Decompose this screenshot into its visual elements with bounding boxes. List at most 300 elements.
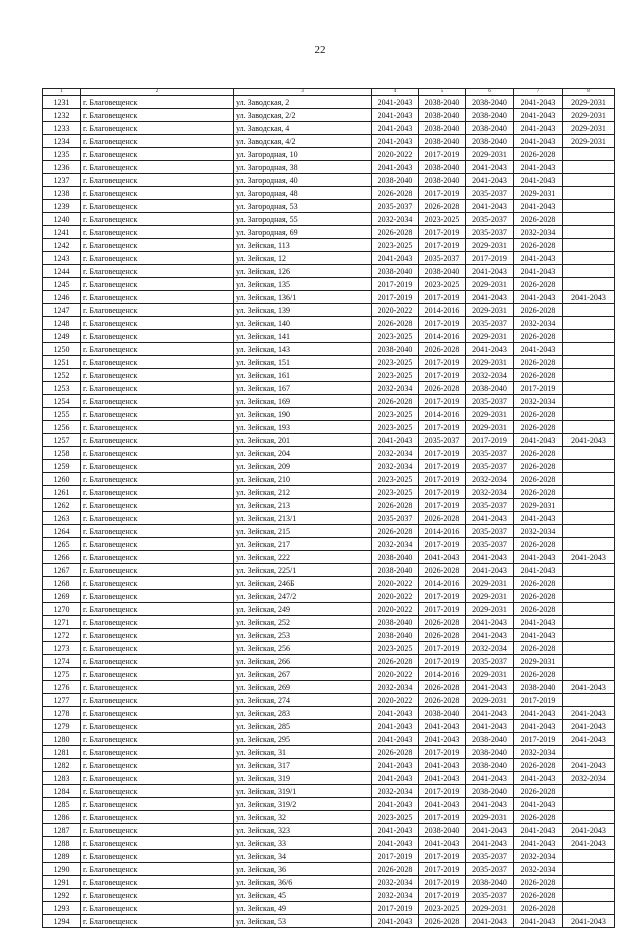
address-cell: ул. Зейская, 193 <box>234 421 372 434</box>
city-cell: г. Благовещенск <box>81 629 234 642</box>
period-cell-5: 2014-2016 <box>419 304 466 317</box>
table-row <box>43 343 615 356</box>
table-row <box>43 811 615 824</box>
address-cell: ул. Зейская, 249 <box>234 603 372 616</box>
row-number: 1254 <box>43 395 81 408</box>
table-row <box>43 499 615 512</box>
period-cell-6: 2017-2019 <box>466 434 514 447</box>
table-row <box>43 421 615 434</box>
period-cell-6: 2029-2031 <box>466 603 514 616</box>
table-row <box>43 889 615 902</box>
period-cell-6: 2029-2031 <box>466 668 514 681</box>
row-number: 1262 <box>43 499 81 512</box>
period-cell-5: 2038-2040 <box>419 161 466 174</box>
period-cell-6: 2038-2040 <box>466 746 514 759</box>
period-cell-7: 2029-2031 <box>514 499 563 512</box>
address-cell: ул. Зейская, 36/6 <box>234 876 372 889</box>
period-cell-6: 2035-2037 <box>466 187 514 200</box>
table-row <box>43 694 615 707</box>
table-row <box>43 330 615 343</box>
period-cell-4: 2017-2019 <box>372 291 419 304</box>
city-cell: г. Благовещенск <box>81 174 234 187</box>
period-cell-6: 2041-2043 <box>466 174 514 187</box>
period-cell-5: 2026-2028 <box>419 915 466 928</box>
period-cell-5: 2026-2028 <box>419 200 466 213</box>
period-cell-7: 2026-2028 <box>514 668 563 681</box>
period-cell-6: 2041-2043 <box>466 512 514 525</box>
period-cell-4: 2041-2043 <box>372 772 419 785</box>
period-cell-6: 2038-2040 <box>466 96 514 109</box>
period-cell-5: 2017-2019 <box>419 746 466 759</box>
period-cell-7: 2032-2034 <box>514 525 563 538</box>
period-cell-4: 2032-2034 <box>372 382 419 395</box>
city-cell: г. Благовещенск <box>81 564 234 577</box>
city-cell: г. Благовещенск <box>81 239 234 252</box>
period-cell-4: 2020-2022 <box>372 694 419 707</box>
address-cell: ул. Зейская, 253 <box>234 629 372 642</box>
period-cell-7: 2026-2028 <box>514 278 563 291</box>
period-cell-5: 2035-2037 <box>419 434 466 447</box>
row-number: 1245 <box>43 278 81 291</box>
period-cell-7: 2026-2028 <box>514 408 563 421</box>
city-cell: г. Благовещенск <box>81 733 234 746</box>
period-cell-4: 2020-2022 <box>372 148 419 161</box>
period-cell-4: 2023-2025 <box>372 369 419 382</box>
table-row <box>43 720 615 733</box>
period-cell-5: 2017-2019 <box>419 356 466 369</box>
period-cell-8 <box>563 655 615 668</box>
address-cell: ул. Зейская, 217 <box>234 538 372 551</box>
address-cell: ул. Зейская, 190 <box>234 408 372 421</box>
period-cell-6: 2029-2031 <box>466 356 514 369</box>
period-cell-8: 2029-2031 <box>563 109 615 122</box>
table-row <box>43 213 615 226</box>
table-row <box>43 395 615 408</box>
period-cell-6: 2041-2043 <box>466 265 514 278</box>
row-number: 1275 <box>43 668 81 681</box>
table-row <box>43 265 615 278</box>
period-cell-5: 2041-2043 <box>419 772 466 785</box>
table-row <box>43 174 615 187</box>
period-cell-4: 2041-2043 <box>372 824 419 837</box>
period-cell-7: 2041-2043 <box>514 772 563 785</box>
city-cell: г. Благовещенск <box>81 213 234 226</box>
period-cell-8 <box>563 668 615 681</box>
table-row <box>43 850 615 863</box>
period-cell-5: 2026-2028 <box>419 512 466 525</box>
period-cell-5: 2041-2043 <box>419 837 466 850</box>
row-number: 1257 <box>43 434 81 447</box>
period-cell-4: 2026-2028 <box>372 187 419 200</box>
address-cell: ул. Зейская, 151 <box>234 356 372 369</box>
period-cell-7: 2041-2043 <box>514 629 563 642</box>
address-cell: ул. Зейская, 126 <box>234 265 372 278</box>
address-cell: ул. Зейская, 283 <box>234 707 372 720</box>
city-cell: г. Благовещенск <box>81 720 234 733</box>
period-cell-5: 2017-2019 <box>419 239 466 252</box>
address-cell: ул. Зейская, 295 <box>234 733 372 746</box>
table-row <box>43 655 615 668</box>
period-cell-7: 2029-2031 <box>514 187 563 200</box>
address-cell: ул. Зейская, 135 <box>234 278 372 291</box>
period-cell-8 <box>563 590 615 603</box>
row-number: 1280 <box>43 733 81 746</box>
period-cell-8 <box>563 174 615 187</box>
period-cell-7: 2038-2040 <box>514 681 563 694</box>
table-row <box>43 226 615 239</box>
table-row <box>43 759 615 772</box>
row-number: 1233 <box>43 122 81 135</box>
address-cell: ул. Зейская, 222 <box>234 551 372 564</box>
row-number: 1282 <box>43 759 81 772</box>
table-row <box>43 642 615 655</box>
city-cell: г. Благовещенск <box>81 200 234 213</box>
period-cell-8: 2041-2043 <box>563 720 615 733</box>
table-row <box>43 486 615 499</box>
period-cell-4: 2017-2019 <box>372 850 419 863</box>
row-number: 1278 <box>43 707 81 720</box>
period-cell-8: 2041-2043 <box>563 291 615 304</box>
registry-table <box>42 88 615 928</box>
period-cell-5: 2038-2040 <box>419 122 466 135</box>
period-cell-6: 2029-2031 <box>466 421 514 434</box>
period-cell-8 <box>563 564 615 577</box>
table-row <box>43 512 615 525</box>
period-cell-7: 2041-2043 <box>514 174 563 187</box>
address-cell: ул. Зейская, 319/1 <box>234 785 372 798</box>
period-cell-6: 2041-2043 <box>466 343 514 356</box>
table-row <box>43 785 615 798</box>
city-cell: г. Благовещенск <box>81 512 234 525</box>
period-cell-6: 2029-2031 <box>466 902 514 915</box>
period-cell-7: 2041-2043 <box>514 798 563 811</box>
column-number-header-row <box>43 89 615 96</box>
address-cell: ул. Зейская, 256 <box>234 642 372 655</box>
address-cell: ул. Зейская, 266 <box>234 655 372 668</box>
period-cell-8 <box>563 512 615 525</box>
period-cell-6: 2041-2043 <box>466 720 514 733</box>
period-cell-7: 2017-2019 <box>514 382 563 395</box>
period-cell-4: 2020-2022 <box>372 668 419 681</box>
city-cell: г. Благовещенск <box>81 694 234 707</box>
period-cell-4: 2026-2028 <box>372 655 419 668</box>
period-cell-4: 2026-2028 <box>372 226 419 239</box>
period-cell-6: 2038-2040 <box>466 785 514 798</box>
period-cell-5: 2038-2040 <box>419 174 466 187</box>
city-cell: г. Благовещенск <box>81 863 234 876</box>
period-cell-4: 2038-2040 <box>372 629 419 642</box>
period-cell-4: 2041-2043 <box>372 915 419 928</box>
period-cell-7: 2041-2043 <box>514 135 563 148</box>
row-number: 1244 <box>43 265 81 278</box>
period-cell-6: 2041-2043 <box>466 291 514 304</box>
period-cell-8 <box>563 395 615 408</box>
period-cell-8 <box>563 278 615 291</box>
table-row <box>43 863 615 876</box>
period-cell-5: 2017-2019 <box>419 889 466 902</box>
period-cell-6: 2041-2043 <box>466 824 514 837</box>
period-cell-4: 2032-2034 <box>372 447 419 460</box>
row-number: 1274 <box>43 655 81 668</box>
period-cell-8: 2032-2034 <box>563 772 615 785</box>
address-cell: ул. Зейская, 317 <box>234 759 372 772</box>
row-number: 1235 <box>43 148 81 161</box>
period-cell-8: 2041-2043 <box>563 707 615 720</box>
period-cell-5: 2023-2025 <box>419 278 466 291</box>
period-cell-4: 2038-2040 <box>372 265 419 278</box>
period-cell-7: 2026-2028 <box>514 590 563 603</box>
period-cell-7: 2041-2043 <box>514 343 563 356</box>
city-cell: г. Благовещенск <box>81 902 234 915</box>
address-cell: ул. Заводская, 2/2 <box>234 109 372 122</box>
period-cell-4: 2038-2040 <box>372 343 419 356</box>
period-cell-6: 2035-2037 <box>466 447 514 460</box>
row-number: 1238 <box>43 187 81 200</box>
period-cell-7: 2017-2019 <box>514 733 563 746</box>
period-cell-6: 2017-2019 <box>466 252 514 265</box>
table-row <box>43 434 615 447</box>
row-number: 1240 <box>43 213 81 226</box>
address-cell: ул. Загородная, 38 <box>234 161 372 174</box>
address-cell: ул. Зейская, 209 <box>234 460 372 473</box>
column-header: 5 <box>419 89 466 96</box>
period-cell-4: 2032-2034 <box>372 889 419 902</box>
table-row <box>43 356 615 369</box>
period-cell-6: 2041-2043 <box>466 629 514 642</box>
row-number: 1243 <box>43 252 81 265</box>
table-row <box>43 590 615 603</box>
period-cell-8: 2041-2043 <box>563 434 615 447</box>
period-cell-7: 2041-2043 <box>514 551 563 564</box>
period-cell-6: 2038-2040 <box>466 733 514 746</box>
row-number: 1260 <box>43 473 81 486</box>
period-cell-8: 2041-2043 <box>563 824 615 837</box>
row-number: 1261 <box>43 486 81 499</box>
period-cell-5: 2023-2025 <box>419 213 466 226</box>
period-cell-4: 2023-2025 <box>372 642 419 655</box>
period-cell-7: 2041-2043 <box>514 824 563 837</box>
period-cell-5: 2017-2019 <box>419 863 466 876</box>
row-number: 1292 <box>43 889 81 902</box>
period-cell-8 <box>563 876 615 889</box>
address-cell: ул. Загородная, 55 <box>234 213 372 226</box>
period-cell-7: 2032-2034 <box>514 863 563 876</box>
city-cell: г. Благовещенск <box>81 434 234 447</box>
period-cell-4: 2026-2028 <box>372 317 419 330</box>
city-cell: г. Благовещенск <box>81 798 234 811</box>
city-cell: г. Благовещенск <box>81 850 234 863</box>
city-cell: г. Благовещенск <box>81 772 234 785</box>
period-cell-8 <box>563 330 615 343</box>
period-cell-4: 2023-2025 <box>372 239 419 252</box>
period-cell-6: 2041-2043 <box>466 564 514 577</box>
row-number: 1236 <box>43 161 81 174</box>
address-cell: ул. Зейская, 141 <box>234 330 372 343</box>
period-cell-6: 2029-2031 <box>466 577 514 590</box>
period-cell-8: 2029-2031 <box>563 96 615 109</box>
row-number: 1232 <box>43 109 81 122</box>
table-row <box>43 161 615 174</box>
row-number: 1269 <box>43 590 81 603</box>
period-cell-6: 2038-2040 <box>466 876 514 889</box>
table-row <box>43 96 615 109</box>
city-cell: г. Благовещенск <box>81 460 234 473</box>
row-number: 1259 <box>43 460 81 473</box>
period-cell-8 <box>563 538 615 551</box>
period-cell-5: 2038-2040 <box>419 109 466 122</box>
period-cell-4: 2017-2019 <box>372 278 419 291</box>
city-cell: г. Благовещенск <box>81 746 234 759</box>
address-cell: ул. Загородная, 40 <box>234 174 372 187</box>
city-cell: г. Благовещенск <box>81 122 234 135</box>
address-cell: ул. Зейская, 323 <box>234 824 372 837</box>
period-cell-8 <box>563 265 615 278</box>
city-cell: г. Благовещенск <box>81 330 234 343</box>
row-number: 1248 <box>43 317 81 330</box>
row-number: 1279 <box>43 720 81 733</box>
city-cell: г. Благовещенск <box>81 525 234 538</box>
period-cell-6: 2041-2043 <box>466 707 514 720</box>
address-cell: ул. Зейская, 32 <box>234 811 372 824</box>
period-cell-7: 2041-2043 <box>514 707 563 720</box>
period-cell-7: 2026-2028 <box>514 213 563 226</box>
registry-table-body <box>43 89 615 928</box>
row-number: 1242 <box>43 239 81 252</box>
period-cell-4: 2041-2043 <box>372 252 419 265</box>
period-cell-4: 2041-2043 <box>372 733 419 746</box>
period-cell-5: 2017-2019 <box>419 148 466 161</box>
period-cell-6: 2038-2040 <box>466 122 514 135</box>
period-cell-5: 2014-2016 <box>419 408 466 421</box>
address-cell: ул. Заводская, 2 <box>234 96 372 109</box>
row-number: 1237 <box>43 174 81 187</box>
period-cell-8 <box>563 850 615 863</box>
period-cell-8 <box>563 486 615 499</box>
period-cell-5: 2041-2043 <box>419 720 466 733</box>
period-cell-8 <box>563 161 615 174</box>
row-number: 1251 <box>43 356 81 369</box>
period-cell-4: 2041-2043 <box>372 798 419 811</box>
period-cell-6: 2035-2037 <box>466 850 514 863</box>
table-row <box>43 148 615 161</box>
row-number: 1287 <box>43 824 81 837</box>
address-cell: ул. Зейская, 12 <box>234 252 372 265</box>
period-cell-8 <box>563 460 615 473</box>
row-number: 1265 <box>43 538 81 551</box>
period-cell-7: 2026-2028 <box>514 642 563 655</box>
row-number: 1241 <box>43 226 81 239</box>
table-row <box>43 798 615 811</box>
period-cell-5: 2038-2040 <box>419 135 466 148</box>
period-cell-4: 2032-2034 <box>372 681 419 694</box>
table-row <box>43 902 615 915</box>
address-cell: ул. Зейская, 246Б <box>234 577 372 590</box>
period-cell-4: 2023-2025 <box>372 811 419 824</box>
period-cell-5: 2038-2040 <box>419 265 466 278</box>
period-cell-4: 2026-2028 <box>372 863 419 876</box>
row-number: 1253 <box>43 382 81 395</box>
address-cell: ул. Загородная, 48 <box>234 187 372 200</box>
city-cell: г. Благовещенск <box>81 356 234 369</box>
period-cell-5: 2017-2019 <box>419 486 466 499</box>
city-cell: г. Благовещенск <box>81 603 234 616</box>
period-cell-8 <box>563 408 615 421</box>
period-cell-7: 2026-2028 <box>514 356 563 369</box>
period-cell-8 <box>563 694 615 707</box>
period-cell-6: 2041-2043 <box>466 200 514 213</box>
table-row <box>43 382 615 395</box>
row-number: 1293 <box>43 902 81 915</box>
address-cell: ул. Зейская, 225/1 <box>234 564 372 577</box>
row-number: 1267 <box>43 564 81 577</box>
period-cell-6: 2041-2043 <box>466 837 514 850</box>
period-cell-4: 2041-2043 <box>372 837 419 850</box>
column-header: 7 <box>514 89 563 96</box>
period-cell-8 <box>563 200 615 213</box>
period-cell-4: 2041-2043 <box>372 96 419 109</box>
period-cell-4: 2041-2043 <box>372 707 419 720</box>
period-cell-5: 2026-2028 <box>419 382 466 395</box>
city-cell: г. Благовещенск <box>81 642 234 655</box>
city-cell: г. Благовещенск <box>81 590 234 603</box>
period-cell-5: 2017-2019 <box>419 369 466 382</box>
period-cell-8 <box>563 863 615 876</box>
period-cell-8 <box>563 902 615 915</box>
period-cell-7: 2041-2043 <box>514 252 563 265</box>
period-cell-4: 2032-2034 <box>372 785 419 798</box>
city-cell: г. Благовещенск <box>81 551 234 564</box>
period-cell-5: 2017-2019 <box>419 642 466 655</box>
period-cell-4: 2026-2028 <box>372 746 419 759</box>
city-cell: г. Благовещенск <box>81 824 234 837</box>
period-cell-7: 2041-2043 <box>514 564 563 577</box>
period-cell-6: 2029-2031 <box>466 590 514 603</box>
period-cell-5: 2017-2019 <box>419 421 466 434</box>
table-row <box>43 460 615 473</box>
period-cell-4: 2020-2022 <box>372 304 419 317</box>
table-row <box>43 577 615 590</box>
city-cell: г. Благовещенск <box>81 291 234 304</box>
column-header: 3 <box>234 89 372 96</box>
period-cell-4: 2041-2043 <box>372 759 419 772</box>
period-cell-7: 2026-2028 <box>514 369 563 382</box>
table-row <box>43 525 615 538</box>
period-cell-7: 2026-2028 <box>514 421 563 434</box>
address-cell: ул. Зейская, 36 <box>234 863 372 876</box>
table-row <box>43 369 615 382</box>
address-cell: ул. Заводская, 4/2 <box>234 135 372 148</box>
period-cell-6: 2041-2043 <box>466 551 514 564</box>
period-cell-6: 2035-2037 <box>466 499 514 512</box>
period-cell-8: 2029-2031 <box>563 135 615 148</box>
period-cell-4: 2032-2034 <box>372 538 419 551</box>
period-cell-6: 2035-2037 <box>466 525 514 538</box>
period-cell-4: 2023-2025 <box>372 408 419 421</box>
period-cell-5: 2026-2028 <box>419 681 466 694</box>
period-cell-8 <box>563 499 615 512</box>
address-cell: ул. Зейская, 139 <box>234 304 372 317</box>
column-header: 8 <box>563 89 615 96</box>
table-row <box>43 551 615 564</box>
period-cell-8 <box>563 746 615 759</box>
table-row <box>43 239 615 252</box>
period-cell-6: 2038-2040 <box>466 382 514 395</box>
row-number: 1250 <box>43 343 81 356</box>
period-cell-7: 2026-2028 <box>514 486 563 499</box>
period-cell-4: 2023-2025 <box>372 330 419 343</box>
period-cell-7: 2041-2043 <box>514 291 563 304</box>
row-number: 1294 <box>43 915 81 928</box>
